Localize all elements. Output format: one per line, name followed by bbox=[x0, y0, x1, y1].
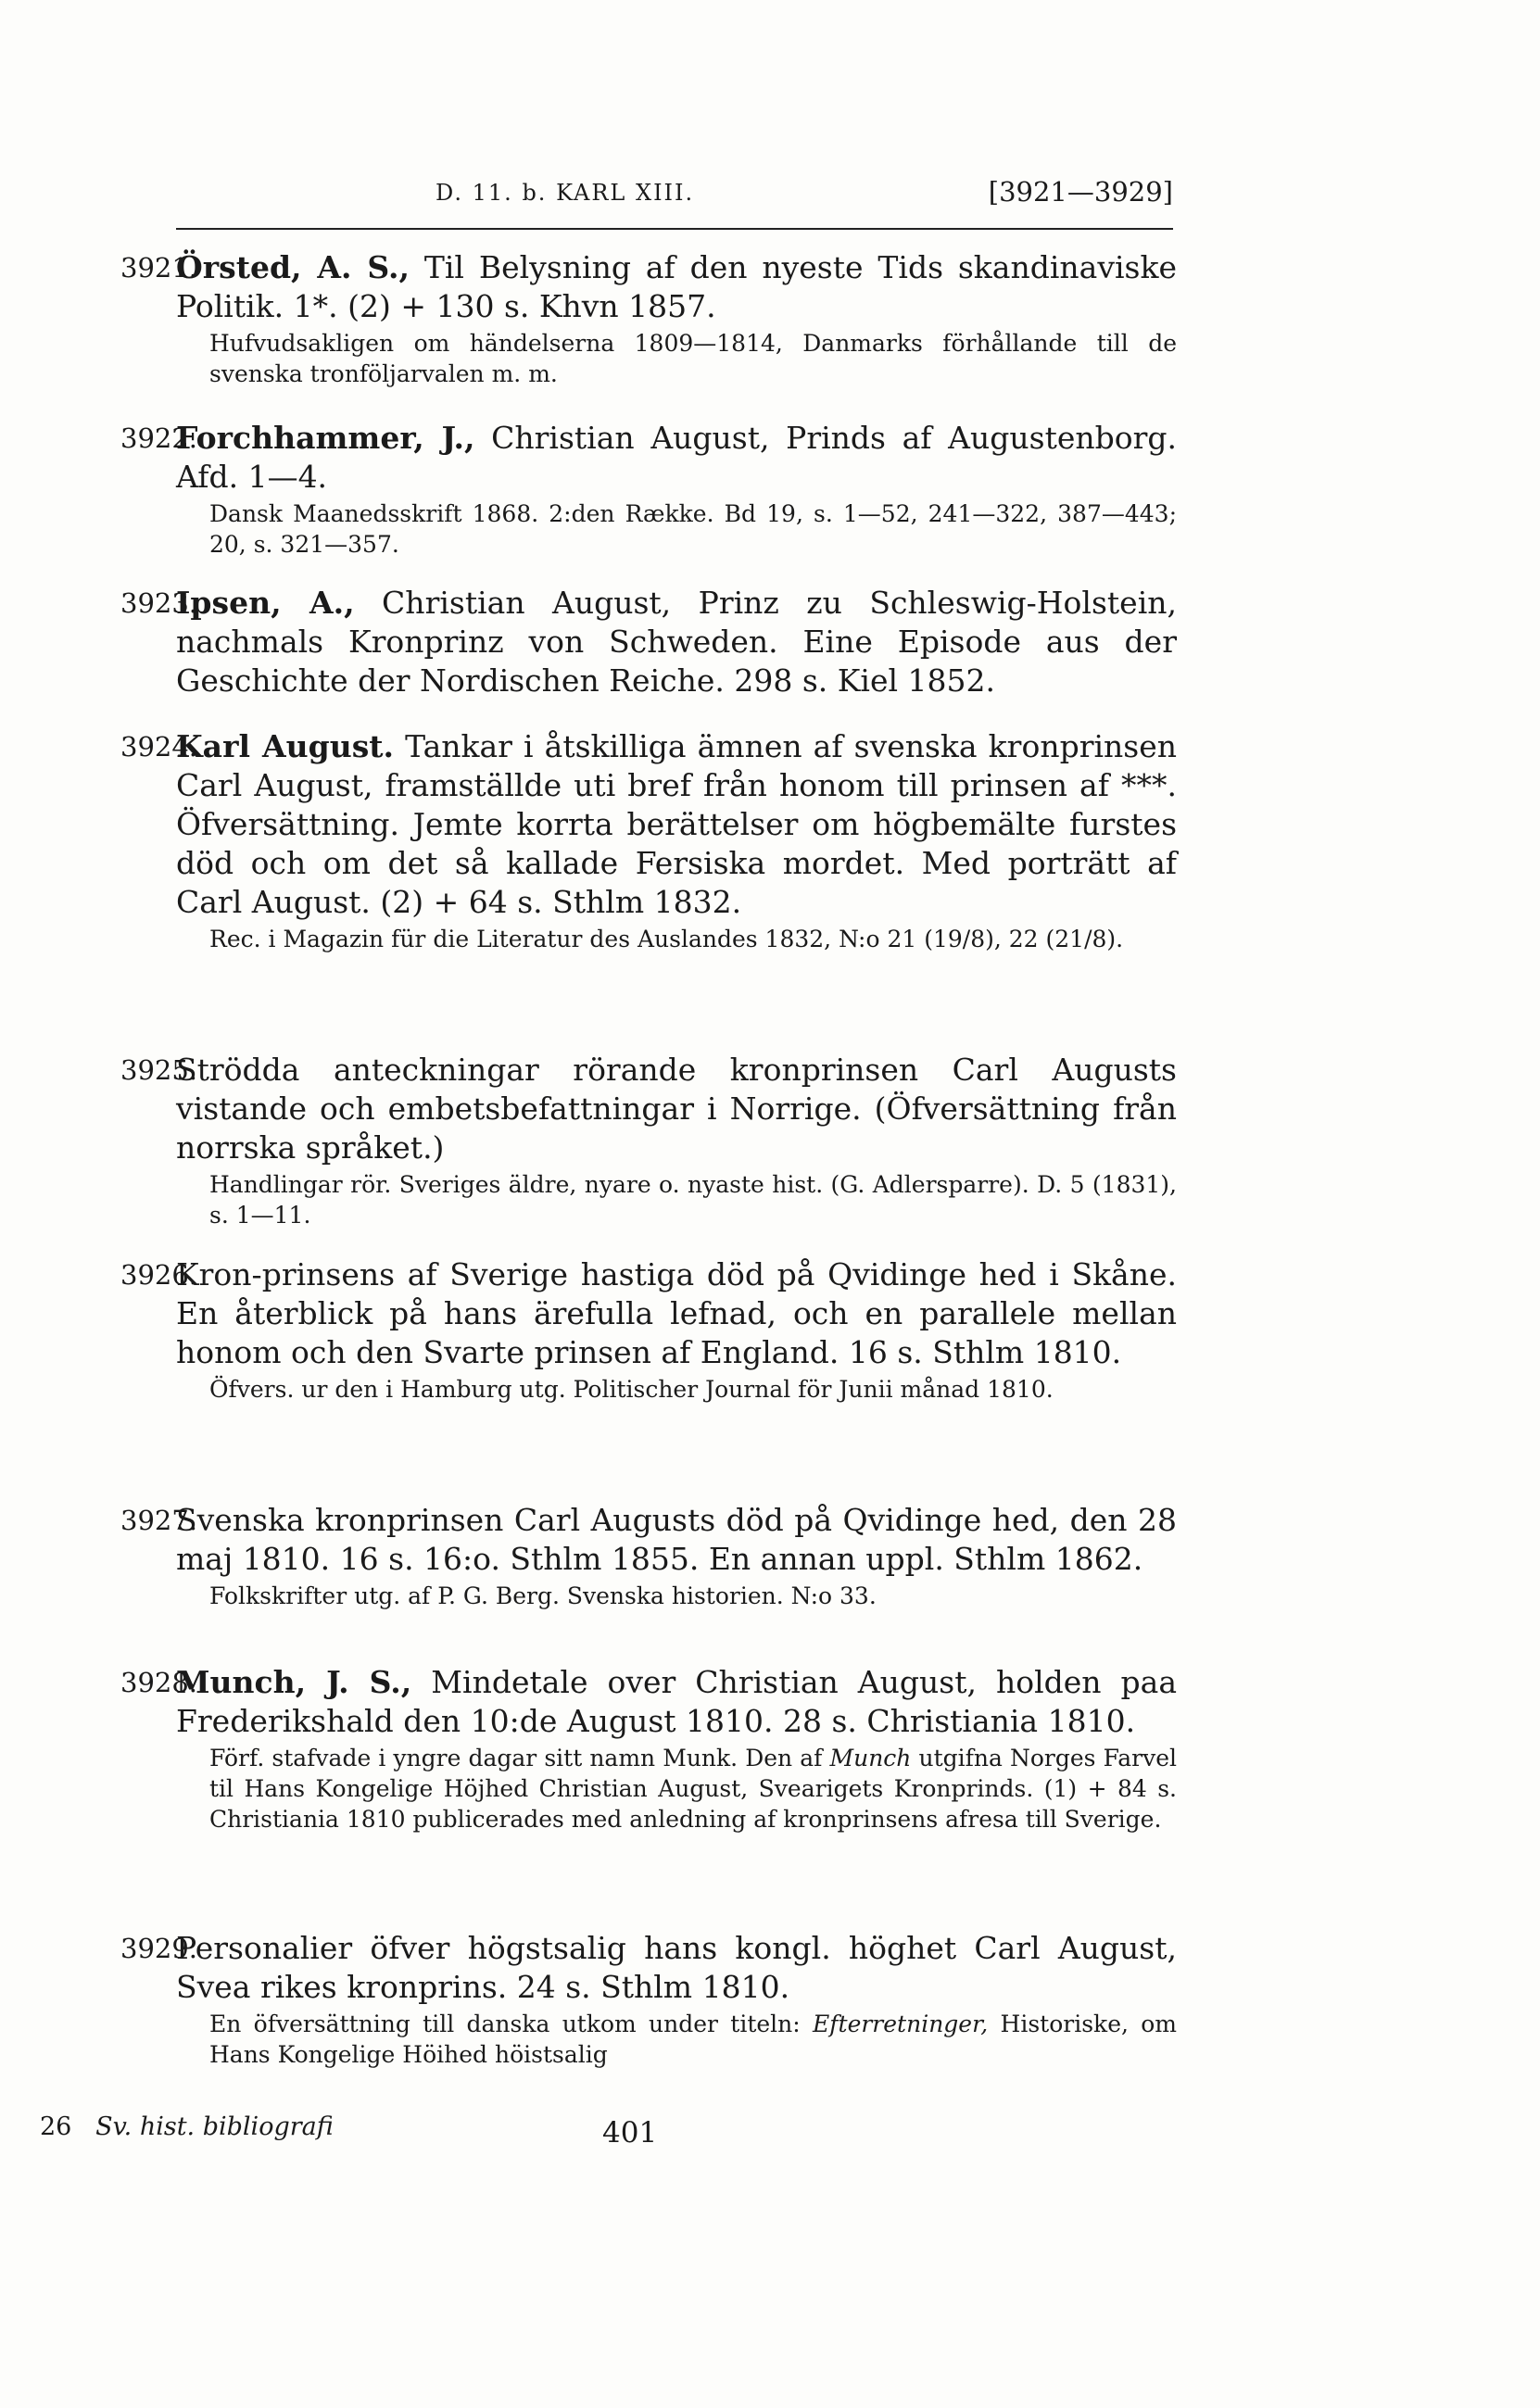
entry-note: Dansk Maanedsskrift 1868. 2:den Række. Bd 19, s. 1—52, 241—322, 387—443; 20, s. 321—357. bbox=[209, 500, 1177, 558]
entry-3923 bbox=[120, 584, 1177, 700]
entry-note: Rec. i Magazin für die Literatur des Auslandes 1832, N:o 21 (19/8), 22 (21/8). bbox=[209, 926, 1124, 952]
entry-number: 3923. bbox=[120, 587, 198, 619]
entry-3929 bbox=[120, 1929, 1178, 2070]
entry-number: 3926. bbox=[120, 1259, 198, 1291]
entry-author: Karl August. bbox=[176, 728, 395, 764]
header-section-title: D. 11. b. KARL XIII. bbox=[435, 180, 695, 206]
running-header bbox=[176, 176, 1173, 230]
entry-body: Kron-prinsens af Sverige hastiga död på Qvidinge hed i Skåne. En återblick på hans ärefulla lefnad, och en parallele mellan honom och den Svarte prinsen af England. 16 s. Sthlm 1810. bbox=[176, 1256, 1177, 1370]
entry-body: Christian August, Prinds af Augustenborg. Afd. 1—4. bbox=[176, 420, 1177, 495]
entry-3921 bbox=[120, 248, 1177, 389]
entry-number: 3925. bbox=[120, 1054, 198, 1086]
entry-3922 bbox=[120, 419, 1177, 560]
page-number: 401 bbox=[602, 2116, 658, 2150]
entry-body: Christian August, Prinz zu Schleswig-Holstein, nachmals Kronprinz von Schweden. Eine Episode aus der Geschichte der Nordischen Reiche. 298 s. Kiel 1852. bbox=[176, 585, 1177, 699]
entry-number: 3921. bbox=[120, 252, 198, 284]
entry-3926 bbox=[120, 1255, 1177, 1405]
entry-number: 3924. bbox=[120, 731, 198, 763]
entry-author: Örsted, A. S., bbox=[176, 249, 410, 285]
note-text: En öfversättning till danska utkom under titeln: bbox=[209, 2011, 814, 2037]
note-text: Historiske, om Hans Kongelige Höihed höistsalig bbox=[209, 2011, 1178, 2068]
note-italic: Efterretninger, bbox=[813, 2011, 989, 2037]
entry-number: 3927. bbox=[120, 1505, 198, 1536]
entry-title bbox=[176, 1501, 1177, 1579]
entry-body: Svenska kronprinsen Carl Augusts död på Qvidinge hed, den 28 maj 1810. 16 s. 16:o. Sthlm 1855. En annan uppl. Sthlm 1862. bbox=[176, 1502, 1177, 1577]
entry-3928 bbox=[120, 1663, 1177, 1834]
entry-title bbox=[176, 584, 1177, 700]
entry-title bbox=[176, 1051, 1177, 1167]
entry-body: Mindetale over Christian August, holden paa Frederikshald den 10:de August 1810. 28 s. Christiania 1810. bbox=[176, 1664, 1177, 1739]
entry-number: 3929. bbox=[120, 1933, 198, 1964]
note-text: Förf. stafvade i yngre dagar sitt namn Munk. Den af bbox=[209, 1745, 830, 1771]
signature-number: 26 bbox=[40, 2112, 72, 2141]
signature-mark bbox=[40, 2112, 334, 2141]
entry-author: Munch, J. S., bbox=[176, 1664, 412, 1700]
entry-title bbox=[176, 419, 1177, 497]
entry-author: Forchhammer, J., bbox=[176, 420, 475, 456]
entry-body: Personalier öfver högstsalig hans kongl. höghet Carl August, Svea rikes kronprins. 24 s. Sthlm 1810. bbox=[176, 1930, 1177, 2005]
entry-body: Til Belysning af den nyeste Tids skandinaviske Politik. 1*. (2) + 130 s. Khvn 1857. bbox=[176, 249, 1177, 324]
entry-body: Tankar i åtskilliga ämnen af svenska kronprinsen Carl August, framställde uti bref från honom till prinsen af ***. Öfversättning. Jemte korrta berättelser om högbemälte furstes död och om det så kallade Fersiska mordet. Med porträtt af Carl August. (2) + 64 s. Sthlm 1832. bbox=[176, 728, 1177, 920]
entry-note: Öfvers. ur den i Hamburg utg. Politischer Journal för Junii månad 1810. bbox=[209, 1376, 1054, 1403]
entry-author: Ipsen, A., bbox=[176, 585, 355, 621]
entry-note bbox=[209, 2009, 1177, 2070]
entry-note bbox=[209, 1743, 1177, 1834]
entry-3927 bbox=[120, 1501, 1177, 1611]
entry-3924 bbox=[120, 727, 1177, 954]
entry-note: Handlingar rör. Sveriges äldre, nyare o. nyaste hist. (G. Adlersparre). D. 5 (1831), s. 1—11. bbox=[209, 1171, 1177, 1229]
entry-3925 bbox=[120, 1051, 1177, 1230]
entry-title bbox=[176, 248, 1177, 326]
entry-number: 3928. bbox=[120, 1667, 198, 1698]
entry-number: 3922. bbox=[120, 422, 198, 454]
signature-title: Sv. hist. bibliografi bbox=[95, 2112, 334, 2141]
entry-title bbox=[176, 1929, 1177, 2007]
entry-title bbox=[176, 727, 1177, 922]
entry-note: Folkskrifter utg. af P. G. Berg. Svenska historien. N:o 33. bbox=[209, 1582, 877, 1609]
note-italic: Munch bbox=[829, 1745, 912, 1771]
entry-note: Hufvudsakligen om händelserna 1809—1814, Danmarks förhållande till de svenska tronföljarvalen m. m. bbox=[209, 330, 1177, 387]
header-entry-range: [3921—3929] bbox=[988, 176, 1173, 208]
entry-body: Strödda anteckningar rörande kronprinsen Carl Augusts vistande och embetsbefattningar i Norrige. (Öfversättning från norrska språket.) bbox=[176, 1052, 1177, 1166]
entry-title bbox=[176, 1663, 1177, 1741]
entry-title bbox=[176, 1255, 1177, 1372]
page-footer bbox=[40, 2112, 781, 2150]
note-text: utgifna Norges Farvel til Hans Kongelige Höjhed Christian August, Svearigets Kronprinds. (1) + 84 s. Christiania 1810 publicerades med anledning af kronprinsens afresa till Sverige. bbox=[209, 1745, 1177, 1833]
